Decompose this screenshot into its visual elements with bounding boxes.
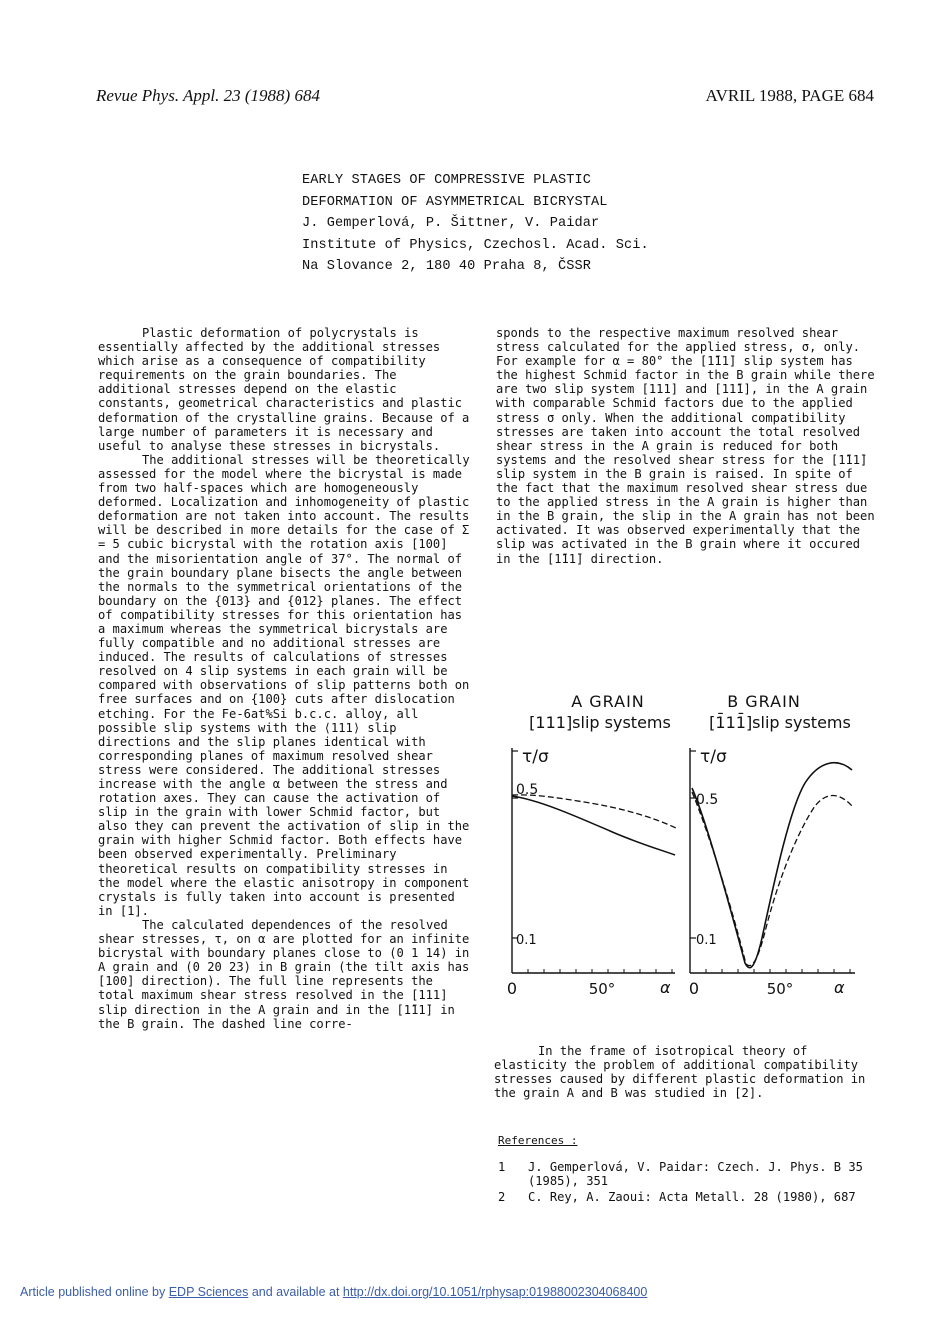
reference-item: [498, 1160, 884, 1188]
a-full-line: [512, 796, 675, 855]
journal-citation: Revue Phys. Appl. 23 (1988) 684: [96, 86, 320, 105]
a-grain-title: A GRAIN: [571, 692, 645, 711]
b-xtick-50: 50°: [766, 980, 794, 998]
after-figure-text: [494, 1044, 880, 1100]
a-y-label: τ/σ: [522, 747, 549, 767]
reference-text: C. Rey, A. Zaoui: Acta Metall. 28 (1980), 687: [528, 1190, 856, 1204]
a-dashed-line: [512, 795, 676, 828]
b-ytick-0.1: 0.1: [696, 933, 717, 948]
reference-number: 2: [498, 1190, 506, 1204]
authors: J. Gemperlová, P. Šittner, V. Paidar: [302, 216, 600, 231]
affiliation: Institute of Physics, Czechosl. Acad. Sci.: [302, 237, 649, 253]
a-xtick-0: 0: [506, 979, 518, 998]
issue-date-page: AVRIL 1988, PAGE 684: [705, 86, 874, 105]
reference-number: 1: [498, 1160, 506, 1174]
left-column: [98, 326, 470, 1031]
a-xtick-50: 50°: [588, 980, 616, 998]
a-grain-subtitle: [111]slip systems: [529, 713, 671, 732]
b-xtick-0: 0: [688, 979, 700, 998]
panel-b: [689, 747, 855, 998]
b-grain-title: B GRAIN: [727, 692, 801, 711]
paragraph-2: The additional stresses will be theoretically assessed for the model where the bicrystal is made from two half-spaces which are homogeneously deformed. Localization and inhomogeneity of plastic deformation are not taken into account. The results will be described in more details for the case of Σ = 5 cubic bicrystal with the rotation axis [100] and the misorientation angle of 37°. The normal of the grain boundary plane bisects the angle between the normals to the symmetrical orientations of the boundary on the {013} and {012} planes. The effect of compatibility stresses for this orientation has a maximum whereas the symmetrical bicrystals are fully compatible and no additional stresses are induced. The results of calculations of stresses resolved on 4 slip systems in each grain will be compared with observations of slip patterns both on free surfaces and on {100} cuts after dislocation etching. For the Fe-6at%Si b.c.c. alloy, all possible slip systems with the ⟨111⟩ slip directions and the slip planes identical with corresponding planes of maximum resolved shear stress were considered. The additional stresses increase with the angle α between the stress and rotation axes. They can cause the activation of slip in the grain with lower Schmid factor, but also they can prevent the activation of slip in the grain with higher Schmid factor. Both effects have been observed experimentally. Preliminary theoretical results on compatibility stresses in the model where the elastic anisotropy in component crystals is fully taken into account is presented in [1].: [98, 452, 470, 918]
a-x-label: α: [660, 978, 671, 997]
reference-text: J. Gemperlová, V. Paidar: Czech. J. Phys. B 35 (1985), 351: [528, 1160, 863, 1188]
b-x-label: α: [834, 978, 845, 997]
footer-middle: and available at: [248, 1285, 343, 1299]
references-heading: References :: [498, 1134, 578, 1147]
address: Na Slovance 2, 180 40 Praha 8, ČSSR: [302, 259, 592, 274]
publisher-link[interactable]: EDP Sciences: [168, 1285, 249, 1299]
figure-stress-curves: [500, 688, 870, 1008]
a-ytick-0.5: 0.5: [516, 782, 539, 798]
b-ytick-0.5: 0.5: [696, 792, 719, 808]
paragraph-5: In the frame of isotropical theory of elasticity the problem of additional compatibility stresses caused by different plastic deformation in the grain A and B was studied in [2].: [494, 1044, 866, 1101]
paragraph-1: Plastic deformation of polycrystals is essentially affected by the additional stresses which arise as a consequence of compatibility requirements on the grain boundaries. The additional stresses depend on the elastic constants, geometrical characteristics and plastic deformation of the crystalline grains. Because of a large number of parameters it is necessary and useful to analyse these stresses in bicrystals.: [98, 326, 470, 453]
panel-a: [507, 747, 676, 998]
b-y-label: τ/σ: [700, 747, 727, 767]
title-line-2: DEFORMATION OF ASYMMETRICAL BICRYSTAL: [302, 194, 608, 210]
reference-item: [498, 1190, 884, 1204]
right-column: [496, 326, 880, 566]
paragraph-4: sponds to the respective maximum resolved shear stress calculated for the applied stress, σ, only. For example for α = 80° the [1̄11̄] slip system has the highest Schmid factor in the B grain while there are two slip system [111] and [11̄1], in the A grain with comparable Schmid factors due to the applied stress σ only. When the additional compatibility stresses are taken into account the total resolved shear stress in the A grain is reduced for both systems and the resolved shear stress for the [1̄11̄] slip system in the B grain is raised. In spite of the fact that the maximum resolved shear stress due to the applied stress in the A grain is higher than in the B grain, the slip in the A grain has not been activated. It was observed experimentally that the slip was activated in the B grain where it occured in the [1̄11̄] direction.: [496, 326, 875, 566]
doi-link[interactable]: http://dx.doi.org/10.1051/rphysap:01988002304068400: [342, 1285, 648, 1299]
paragraph-3: The calculated dependences of the resolved shear stresses, τ, on α are plotted for an infinite bicrystal with boundary planes close to (0 1 14) in A grain and (0 20 23) in B grain (the tilt axis has [100] direction). The full line represents the total maximum shear stress resolved in the [111] slip direction in the A grain and in the [1̄11̄] in the B grain. The dashed line corre-: [98, 917, 470, 1031]
a-ytick-0.1: 0.1: [516, 933, 537, 948]
footer-prefix: Article published online by: [20, 1285, 169, 1299]
title-line-1: EARLY STAGES OF COMPRESSIVE PLASTIC: [302, 173, 592, 188]
references: [498, 1134, 884, 1206]
b-grain-subtitle: [1̄11̄]slip systems: [709, 713, 851, 732]
title-block: [302, 170, 649, 278]
footer: [20, 1285, 647, 1299]
